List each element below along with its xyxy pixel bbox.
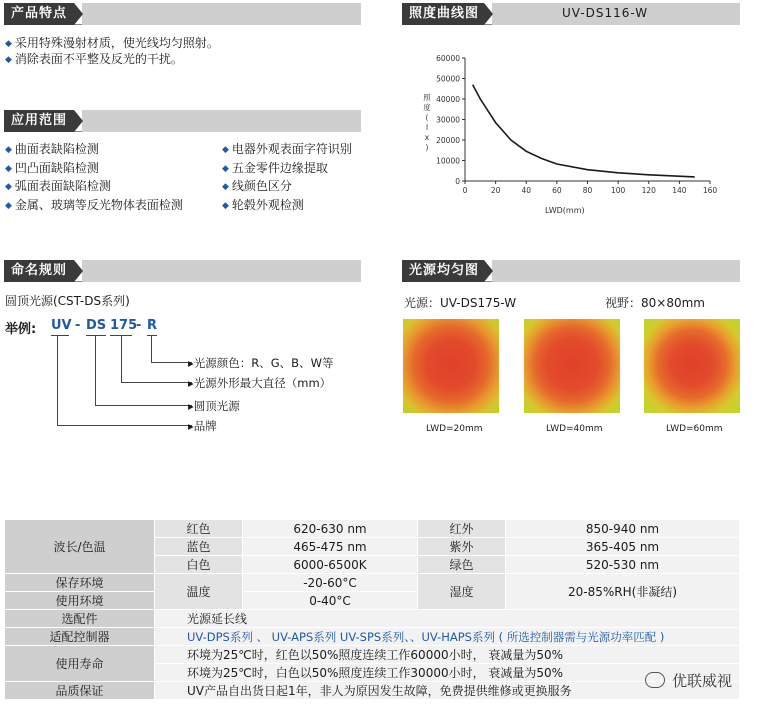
cell-label: 使用环境 (5, 592, 155, 610)
watermark-text: 优联威视 (672, 672, 733, 690)
uniformity-image-40 (524, 319, 620, 413)
table-row (5, 520, 740, 538)
cell-sub: 蓝色 (155, 538, 243, 556)
cell-label: 适配控制器 (5, 628, 155, 646)
cell-value: -20-60°C (243, 574, 418, 592)
cell-label: 使用寿命 (5, 646, 155, 682)
cell-value: UV产品自出货日起1年，非人为原因发生故障，免费提供维修或更换服务 (155, 682, 740, 700)
x-tick-label: 100 (610, 186, 626, 195)
bracket-line (121, 336, 122, 383)
naming-header (4, 260, 361, 282)
cell-label: 选配件 (5, 610, 155, 628)
y-tick-label: 20000 (436, 136, 460, 145)
header-bar (82, 110, 361, 132)
cell-value: 520-530 nm (506, 556, 740, 574)
annotation-diameter: ▸光源外形最大直径（mm） (188, 376, 332, 390)
cell-label: 波长/色温 (5, 520, 155, 574)
cell-value: 365-405 nm (506, 538, 740, 556)
illuminance-header (402, 3, 740, 25)
y-tick-label: 0 (455, 177, 460, 186)
illuminance-model: UV-DS116-W (562, 6, 649, 20)
x-tick-label: 120 (641, 186, 656, 195)
cell-sub: 绿色 (418, 556, 506, 574)
x-tick-label: 80 (582, 186, 593, 195)
feature-item: ◆ 采用特殊漫射材质，使光线均匀照射。 (5, 34, 219, 54)
bracket-line (57, 336, 58, 426)
example-label: 举例: (5, 322, 37, 337)
naming-series: 圆顶光源(CST-DS系列) (5, 294, 130, 308)
y-axis-label-text: 照度( l x ) (423, 93, 431, 152)
x-tick-label: 160 (702, 186, 718, 195)
table-row (5, 646, 740, 664)
underline (147, 335, 157, 336)
cell-value: 20-85%RH(非凝结) (506, 574, 740, 610)
naming-title: 命名规则 (4, 260, 74, 282)
table-row (5, 628, 740, 646)
cell-value: 620-630 nm (243, 520, 418, 538)
cell-value: 光源延长线 (155, 610, 740, 628)
bracket-line (151, 336, 152, 363)
header-bar (82, 3, 361, 25)
x-tick-label: 60 (552, 186, 562, 195)
cell-value: UV-DPS系列 、 UV-APS系列 UV-SPS系列、、UV-HAPS系列 ( 所选控制器需与光源功率匹配 ) (155, 628, 740, 646)
part-brand: UV (51, 318, 72, 333)
y-tick-label: 10000 (436, 156, 460, 166)
caption-lwd-20: LWD=20mm (426, 424, 483, 434)
cell-value: 465-475 nm (243, 538, 418, 556)
cell-value: 环境为25℃时，红色以50%照度连续工作60000小时， 衰减量为50% (155, 646, 740, 664)
uniformity-image-60 (644, 319, 740, 413)
cell-sub: 湿度 (418, 574, 506, 610)
bracket-line (57, 425, 192, 426)
applications-header (4, 110, 361, 132)
x-tick-label: 0 (462, 186, 468, 195)
cell-sub: 红色 (155, 520, 243, 538)
uniformity-image-20 (403, 319, 499, 413)
cell-value: 0-40°C (243, 592, 418, 610)
annotation-brand: ▸品牌 (188, 419, 217, 433)
y-tick-label: 60000 (436, 54, 460, 63)
series-line (473, 85, 695, 177)
cell-sub: 红外 (418, 520, 506, 538)
x-tick-label: 140 (672, 186, 687, 195)
cell-label: 保存环境 (5, 574, 155, 592)
application-item: ◆ 凹凸面缺陷检测 (5, 159, 99, 179)
part-size: 175 (110, 318, 138, 333)
applications-title: 应用范围 (4, 110, 74, 132)
application-item: ◆ 弧面表面缺陷检测 (5, 177, 111, 197)
caption-lwd-60: LWD=60mm (666, 424, 723, 434)
application-item: ◆ 曲面表缺陷检测 (5, 140, 99, 160)
cell-value: 850-940 nm (506, 520, 740, 538)
application-item: ◆ 轮毂外观检测 (222, 196, 304, 216)
x-tick-label: 20 (490, 186, 501, 195)
bracket-line (95, 405, 192, 406)
part-dash: - (75, 318, 81, 333)
cell-value: 6000-6500K (243, 556, 418, 574)
illuminance-chart (405, 50, 725, 220)
part-shape: DS (86, 318, 107, 333)
y-tick-label: 30000 (436, 115, 460, 125)
feature-item: ◆ 消除表面不平整及反光的干扰。 (5, 50, 183, 70)
header-bar (492, 260, 740, 282)
bracket-line (151, 362, 192, 363)
cell-sub: 温度 (155, 574, 243, 610)
y-tick-label: 50000 (436, 74, 460, 84)
application-item: ◆ 电器外观表面字符识别 (222, 140, 352, 160)
caption-lwd-40: LWD=40mm (546, 424, 603, 434)
annotation-color: ▸光源颜色：R、G、B、W等 (188, 356, 334, 370)
application-item: ◆ 五金零件边缘提取 (222, 159, 328, 179)
source-label: 光源：UV-DS175-W (404, 296, 517, 310)
illuminance-title: 照度曲线图 (402, 3, 484, 25)
x-axis-label: LWD(mm) (545, 206, 585, 215)
cell-label: 品质保证 (5, 682, 155, 700)
bracket-line (95, 336, 96, 406)
wechat-icon (645, 672, 665, 688)
part-color: R (147, 318, 158, 333)
fov-label: 视野：80×80mm (605, 296, 705, 310)
bracket-line (121, 382, 192, 383)
uniformity-title: 光源均匀图 (402, 260, 484, 282)
cell-sub: 紫外 (418, 538, 506, 556)
part-dash: - (136, 318, 142, 333)
header-bar (82, 260, 361, 282)
uniformity-header (402, 260, 740, 282)
features-title: 产品特点 (4, 3, 74, 25)
annotation-dome: ▸圆顶光源 (188, 399, 240, 413)
cell-value: 环境为25℃时，白色以50%照度连续工作30000小时， 衰减量为50% (155, 664, 740, 682)
application-item: ◆ 线颜色区分 (222, 177, 292, 197)
table-row (5, 574, 740, 592)
features-header (4, 3, 361, 25)
application-item: ◆ 金属、玻璃等反光物体表面检测 (5, 196, 183, 216)
cell-sub: 白色 (155, 556, 243, 574)
y-tick-label: 40000 (436, 95, 460, 104)
underline (86, 335, 106, 336)
underline (51, 335, 69, 336)
table-row (5, 610, 740, 628)
x-tick-label: 40 (521, 186, 532, 195)
spec-table (4, 519, 740, 700)
table-row (5, 682, 740, 700)
